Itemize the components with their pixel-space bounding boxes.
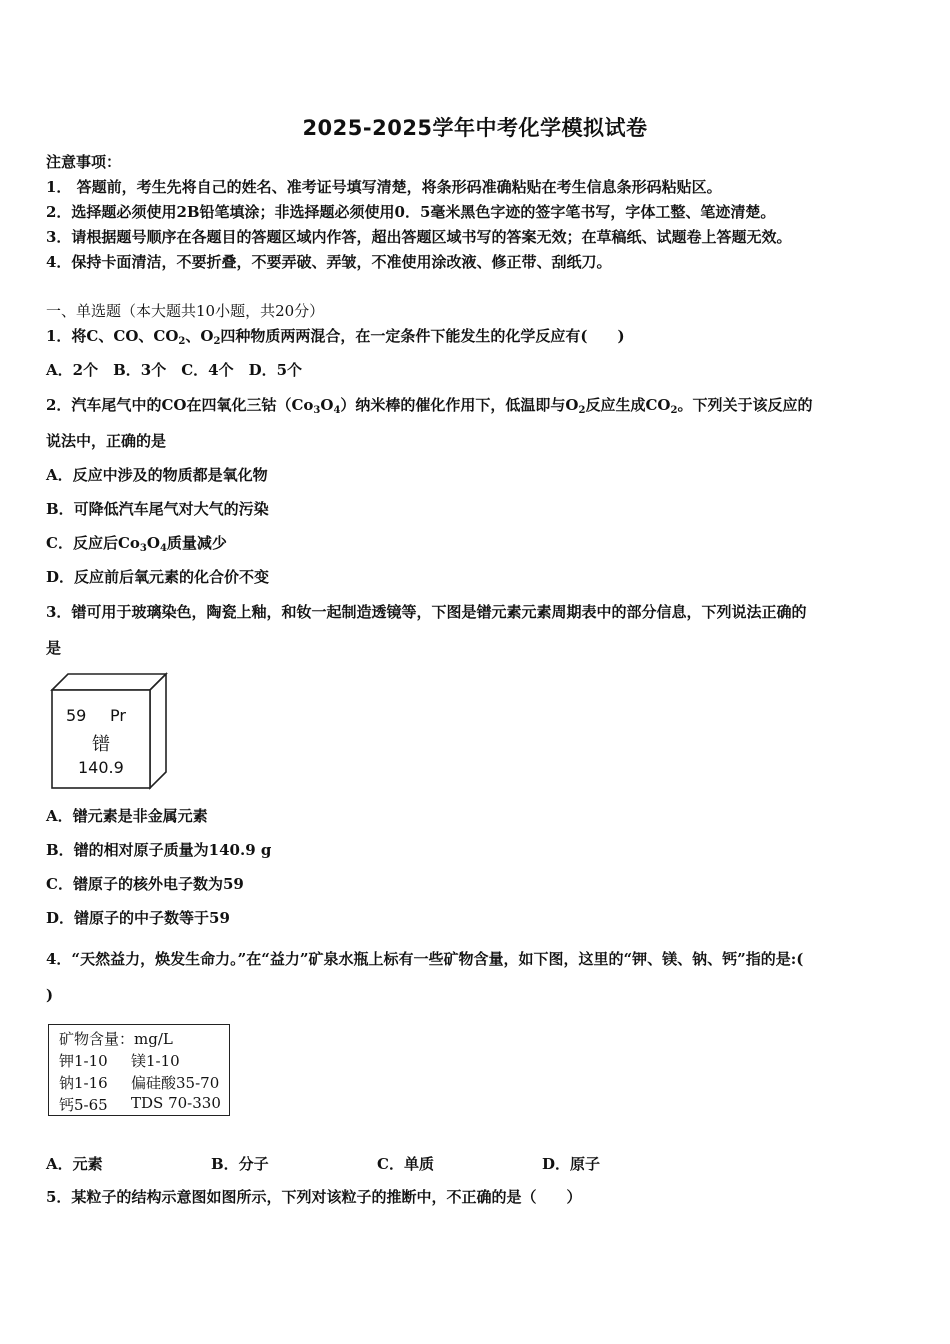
subscript: 4 [333, 405, 341, 416]
notice-item-4: 4．保持卡面清洁，不要折叠，不要弄破、弄皱，不准使用涂改液、修正带、刮纸刀。 [46, 253, 612, 271]
mineral-item: TDS 70-330 [131, 1094, 221, 1112]
q2-stem-part: 反应生成CO [585, 396, 671, 414]
subscript: 2 [578, 405, 586, 416]
mineral-item: 镁1-10 [131, 1052, 180, 1070]
subscript: 3 [313, 405, 321, 416]
element-tile [50, 672, 168, 790]
q2-option-c-part: C．反应后Co [46, 534, 140, 552]
mineral-item: 偏硅酸35-70 [131, 1074, 220, 1092]
question-2-option-d: D．反应前后氧元素的化合价不变 [46, 568, 270, 586]
question-1-options: A．2个 B．3个 C．4个 D．5个 [46, 361, 303, 379]
question-2-option-c [46, 533, 227, 553]
question-2-option-a: A．反应中涉及的物质都是氧化物 [46, 466, 268, 484]
notice-item-3: 3．请根据题号顺序在各题目的答题区域内作答，超出答题区域书写的答案无效；在草稿纸、试题卷上答题无效。 [46, 228, 792, 246]
section-heading: 一、单选题（本大题共10小题，共20分） [46, 302, 325, 320]
subscript: 4 [159, 543, 167, 554]
q1-stem-part: 、O [185, 327, 214, 345]
q1-stem-part: 四种物质两两混合，在一定条件下能发生的化学反应有( ) [220, 327, 625, 345]
q1-stem-part: 1．将C、CO、CO [46, 327, 179, 345]
notice-item-1: 1． 答题前，考生先将自己的姓名、准考证号填写清楚，将条形码准确粘贴在考生信息条形码粘贴区。 [46, 178, 722, 196]
notice-heading: 注意事项： [46, 153, 122, 171]
q2-stem-part: O [320, 396, 334, 414]
element-atomic-mass: 140.9 [78, 758, 124, 777]
page-title: 2025-2025学年中考化学模拟试卷 [302, 116, 648, 140]
q2-option-c-part: O [146, 534, 160, 552]
mineral-heading: 矿物含量：mg/L [59, 1030, 173, 1048]
subscript: 2 [213, 336, 221, 347]
q2-stem-part: 。下列关于该反应的 [677, 396, 813, 414]
q2-stem-part: ）纳米棒的催化作用下，低温即与O [340, 396, 579, 414]
element-symbol: Pr [110, 706, 126, 725]
subscript: 2 [178, 336, 186, 347]
question-4-option-c: C．单质 [377, 1155, 434, 1173]
q2-option-c-part: 质量减少 [166, 534, 227, 552]
question-4-option-d: D．原子 [542, 1155, 601, 1173]
question-4-option-a: A．元素 [46, 1155, 103, 1173]
question-4-stem-line1: 4．“天然益力，焕发生命力。”在“益力”矿泉水瓶上标有一些矿物含量，如下图，这里的“钾、镁、钠、钙”指的是:( [46, 950, 804, 968]
question-3-stem-line1: 3．镨可用于玻璃染色，陶瓷上釉，和钕一起制造透镜等，下图是镨元素元素周期表中的部分信息，下列说法正确的 [46, 603, 807, 621]
subscript: 2 [670, 405, 678, 416]
question-3-stem-line2: 是 [46, 639, 62, 657]
element-name: 镨 [92, 734, 110, 755]
question-2-option-b: B．可降低汽车尾气对大气的污染 [46, 500, 269, 518]
question-3-option-d: D．镨原子的中子数等于59 [46, 909, 230, 927]
notice-item-2: 2．选择题必须使用2B铅笔填涂；非选择题必须使用0．5毫米黑色字迹的签字笔书写，字体工整、笔迹清楚。 [46, 203, 776, 221]
mineral-content-label [48, 1024, 230, 1116]
mineral-item: 钠1-16 [59, 1074, 108, 1092]
question-3-option-a: A．镨元素是非金属元素 [46, 807, 208, 825]
question-5-stem: 5．某粒子的结构示意图如图所示，下列对该粒子的推断中，不正确的是（ ） [46, 1188, 582, 1206]
subscript: 3 [139, 543, 147, 554]
question-1-stem [46, 326, 625, 346]
q2-stem-part: 2．汽车尾气中的CO在四氧化三钴（Co [46, 396, 314, 414]
question-3-option-c: C．镨原子的核外电子数为59 [46, 875, 244, 893]
question-4-stem-line2: ) [46, 986, 54, 1004]
mineral-item: 钾1-10 [59, 1052, 108, 1070]
question-2-stem-line1 [46, 395, 812, 415]
mineral-item: 钙5-65 [59, 1096, 108, 1114]
question-2-stem-line2: 说法中，正确的是 [46, 432, 167, 450]
question-3-option-b: B．镨的相对原子质量为140.9 g [46, 841, 272, 859]
element-atomic-number: 59 [66, 706, 87, 725]
question-4-option-b: B．分子 [211, 1155, 269, 1173]
